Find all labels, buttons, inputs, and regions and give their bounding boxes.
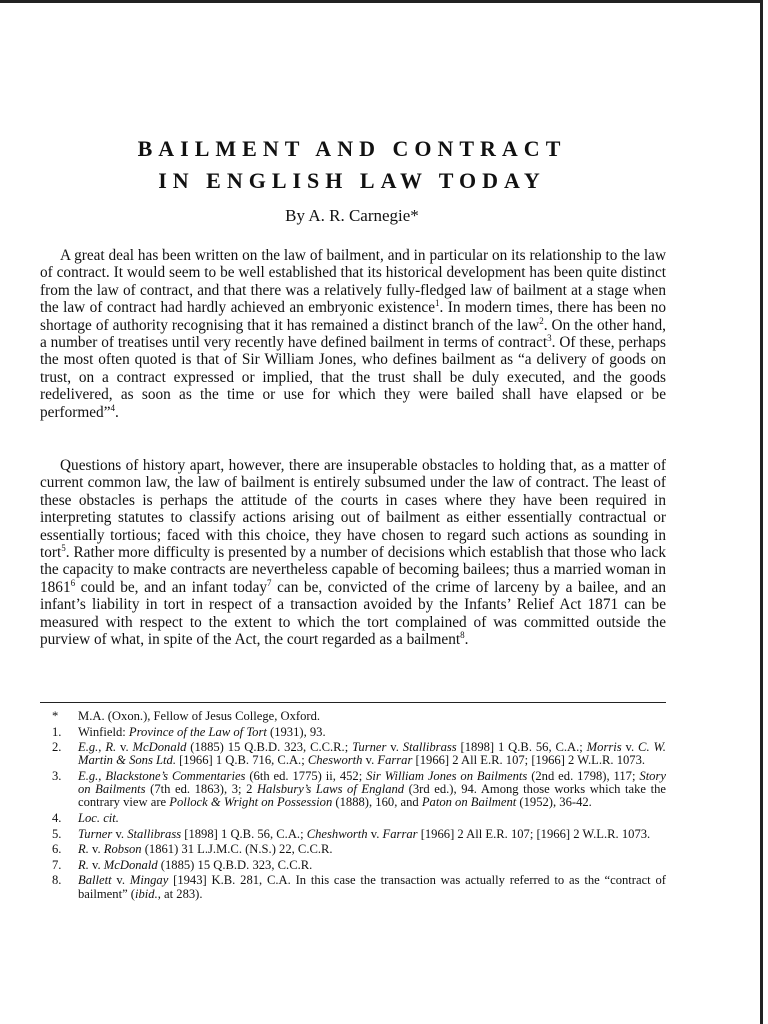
footnote-reference: 3: [547, 332, 552, 343]
footnote-italic-text: Mingay: [129, 873, 169, 888]
footnote-italic-text: ibid.: [135, 886, 158, 901]
footnote-marker: 4.: [52, 810, 62, 825]
paragraph-text: .: [115, 403, 119, 421]
footnote-text: (1931), 93.: [266, 724, 326, 739]
footnote-text: [1966] 2 All E.R. 107; [1966] 2 W.L.R. 1073.: [412, 753, 646, 768]
footnote-italic-text: E.g., R.: [78, 740, 117, 755]
footnote-text: (1861) 31 L.J.M.C. (N.S.) 22, C.C.R.: [141, 842, 333, 857]
paragraph-text: . Rather more difficulty is presented by a number of decisions which establish that those who lack the capacity to make contracts are nevertheless capable of becoming bailees; thus a married woman in 1861: [40, 544, 666, 596]
footnote-reference: 2: [539, 315, 544, 326]
footnote-text: (6th ed. 1775) ii, 452;: [245, 768, 367, 783]
footnote-text: (1952), 36-42.: [516, 795, 592, 810]
footnote-item: [52, 741, 666, 767]
footnote-italic-text: McDonald: [103, 857, 158, 872]
footnote-marker: 6.: [52, 842, 62, 857]
footnote-reference: 5: [61, 542, 66, 553]
footnote-text: v.: [88, 857, 104, 872]
paragraph-text: . In modern times, there has been no shortage of authority recognising that it has remained a distinct branch of the law: [40, 299, 666, 334]
footnote-italic-text: Turner: [78, 826, 113, 841]
footnote-italic-text: Story on Bailments: [78, 768, 666, 797]
footnote-marker: 1.: [52, 724, 62, 739]
footnote-italic-text: E.g., Blackstone’s Commentaries: [78, 768, 246, 783]
footnote-item: [52, 726, 666, 739]
footnote-text: v.: [88, 842, 104, 857]
footnote-text: v.: [621, 740, 639, 755]
paragraph-text: . Of these, perhaps the most often quoted is that of Sir William Jones, who defines bailment as “a delivery of goods on trust, on a contract expressed or implied, that the trust shall be duly executed, and the goods redelivered, as soon as the time or use for which they were bailed shall have elapsed or be performed”: [40, 334, 666, 421]
footnote-divider: [40, 702, 666, 703]
footnote-italic-text: R.: [78, 842, 89, 857]
footnote-italic-text: Farrar: [377, 753, 413, 768]
footnote-italic-text: McDonald: [132, 740, 187, 755]
page-edge-top: [0, 0, 760, 3]
footnote-italic-text: Robson: [103, 842, 142, 857]
footnote-item: [52, 812, 666, 825]
footnote-text: (2nd ed. 1798), 117;: [527, 768, 640, 783]
footnote-text: v.: [116, 740, 133, 755]
footnote-marker: *: [52, 709, 59, 723]
paragraph-text: can be, convicted of the crime of larceny by a bailee, and an infant’s liability in tort in respect of a transaction avoided by the Infants’ Relief Act 1871 can be measured with respect to the extent to which the tort complained of was committed outside the purview of what, in spite of the Act, the court regarded as a bailment: [40, 578, 666, 649]
footnote-italic-text: R.: [78, 857, 89, 872]
footnote-text: [1898] 1 Q.B. 56, C.A.;: [456, 740, 587, 755]
body-paragraph-1: [40, 247, 666, 421]
body-paragraph-2: [40, 457, 666, 648]
footnote-text: [78, 812, 666, 825]
paragraph-text: .: [464, 631, 469, 649]
footnote-italic-text: Province of the Law of Tort: [128, 724, 267, 739]
footnote-marker: 2.: [52, 740, 62, 755]
footnote-item: [52, 859, 666, 872]
footnote-reference: 6: [70, 577, 76, 588]
footnote-italic-text: Halsbury’s Laws of England: [256, 782, 405, 797]
footnote-text: v.: [111, 873, 130, 888]
footnote-text: v.: [112, 826, 128, 841]
footnote-text: , at 283).: [157, 886, 203, 901]
footnote-italic-text: Chesworth: [307, 753, 363, 768]
page-edge-right: [760, 0, 763, 1024]
footnote-text: [78, 710, 666, 723]
footnote-text: [1898] 1 Q.B. 56, C.A.;: [181, 826, 307, 841]
footnote-text: v.: [386, 740, 403, 755]
footnote-reference: 4: [110, 402, 115, 413]
footnote-italic-text: C. W. Martin & Sons Ltd.: [78, 740, 666, 768]
footnote-item: [52, 710, 666, 723]
footnote-item: [52, 770, 666, 810]
footnote-text: [78, 741, 666, 767]
footnote-text: (1885) 15 Q.B.D. 323, C.C.R.: [157, 857, 313, 872]
footnote-text: [78, 859, 666, 872]
footnote-reference: 1: [435, 298, 440, 309]
footnote-italic-text: Ballett: [78, 873, 112, 888]
footnote-reference: 8: [460, 629, 465, 640]
footnote-marker: 5.: [52, 826, 62, 841]
footnote-marker: 3.: [52, 768, 62, 783]
paragraph-text: A great deal has been written on the law of bailment, and in particular on its relationship to the law of contract. It would seem to be well established that its historical development has been quite distinct from the law of contract, and that there was a relatively fully-fledged law of bailment at a stage when the law of contract had hardly achieved an embryonic existence: [40, 247, 666, 317]
paragraph-text: could be, and an infant today: [75, 578, 268, 596]
footnote-italic-text: Paton on Bailment: [421, 795, 517, 810]
footnote-text: (7th ed. 1863), 3; 2: [145, 782, 257, 797]
footnote-text: v.: [362, 753, 378, 768]
footnote-text: Winfield:: [78, 724, 129, 739]
paragraph-text: Questions of history apart, however, there are insuperable obstacles to holding that, as a matter of current common law, the law of bailment is entirely subsumed under the law of contract. The least of these obstacles is perhaps the attitude of the courts in cases where they have been required in interpreting statutes to classify actions arising out of bailment as either essentially contractual or essentially tortious; faced with this choice, they have chosen to regard such actions as sounding in tort: [40, 457, 666, 562]
author-byline: By A. R. Carnegie*: [285, 206, 419, 225]
footnote-text: M.A. (Oxon.), Fellow of Jesus College, Oxford.: [78, 709, 321, 723]
footnote-italic-text: Turner: [352, 740, 387, 755]
footnote-marker: 8.: [52, 873, 62, 888]
paragraph-text: . On the other hand, a number of treatises until very recently have defined bailment in terms of contract: [40, 316, 667, 352]
footnote-item: [52, 874, 666, 900]
footnote-text: (1888), 160, and: [332, 795, 422, 810]
footnote-text: v.: [367, 826, 383, 841]
footnote-italic-text: Farrar: [382, 826, 418, 841]
footnote-italic-text: Morris: [586, 740, 622, 755]
footnote-italic-text: Pollock & Wright on Possession: [169, 795, 333, 810]
footnote-text: (1885) 15 Q.B.D. 323, C.C.R.;: [186, 740, 353, 755]
footnote-item: [52, 843, 666, 856]
footnote-text: [1943] K.B. 281, C.A. In this case the transaction was actually referred to as the “contract of bailment” (: [78, 873, 666, 901]
footnote-text: [78, 843, 666, 856]
footnote-italic-text: Sir William Jones on Bailments: [366, 768, 528, 783]
footnote-text: [78, 874, 666, 900]
footnote-text: [1966] 1 Q.B. 716, C.A.;: [175, 753, 308, 768]
footnote-text: [1966] 2 All E.R. 107; [1966] 2 W.L.R. 1073.: [417, 826, 651, 841]
footnote-italic-text: Stallibrass: [127, 826, 182, 841]
footnote-text: [78, 828, 666, 841]
footnote-item: [52, 828, 666, 841]
footnote-italic-text: Loc. cit.: [78, 810, 119, 825]
footnote-text: (3rd ed.), 94. Among those works which take the contrary view are: [78, 782, 666, 810]
article-title-line-2: IN ENGLISH LAW TODAY: [158, 168, 546, 193]
footnote-marker: 7.: [52, 857, 62, 872]
footnote-text: [78, 726, 666, 739]
footnote-italic-text: Stallibrass: [402, 740, 457, 755]
article-title-line-1: BAILMENT AND CONTRACT: [137, 136, 567, 161]
footnote-reference: 7: [267, 577, 272, 588]
footnotes-list: [52, 710, 666, 903]
footnote-text: [78, 770, 666, 810]
footnote-italic-text: Cheshworth: [306, 826, 368, 841]
